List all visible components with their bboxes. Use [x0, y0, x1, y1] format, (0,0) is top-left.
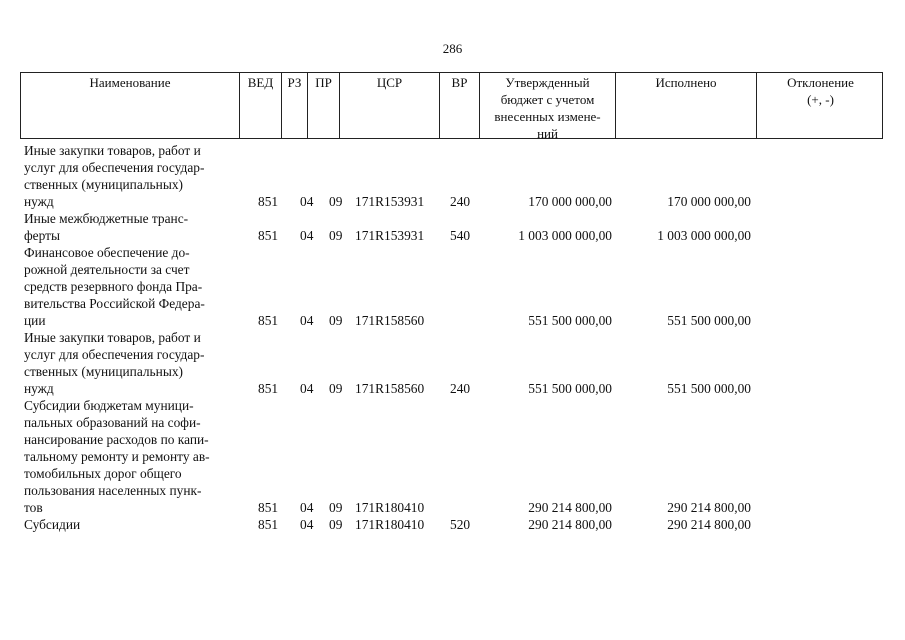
row-rz: 04 — [300, 228, 314, 243]
table-row — [24, 210, 884, 244]
row-rz: 04 — [300, 500, 314, 515]
row-pr: 09 — [329, 500, 343, 515]
row-rz: 04 — [300, 313, 314, 328]
table-row — [24, 397, 884, 516]
row-name: Иные межбюджетные транс- ферты — [24, 211, 189, 243]
row-done: 551 500 000,00 — [667, 313, 751, 328]
row-csr: 171R180410 — [355, 517, 425, 532]
row-budget: 290 214 800,00 — [528, 500, 612, 515]
row-done: 170 000 000,00 — [667, 194, 751, 209]
row-pr: 09 — [329, 517, 343, 532]
row-ved: 851 — [258, 381, 279, 396]
row-rz: 04 — [300, 194, 314, 209]
header-vr: ВР — [440, 73, 480, 138]
row-vr: 540 — [450, 228, 471, 243]
row-done: 551 500 000,00 — [667, 381, 751, 396]
row-budget: 551 500 000,00 — [528, 381, 612, 396]
header-done: Исполнено — [616, 73, 757, 138]
row-pr: 09 — [329, 194, 343, 209]
header-ved: ВЕД — [240, 73, 282, 138]
row-ved: 851 — [258, 228, 279, 243]
row-done: 290 214 800,00 — [667, 500, 751, 515]
table-row — [24, 329, 884, 397]
row-rz: 04 — [300, 381, 314, 396]
row-name: Субсидии — [24, 517, 81, 532]
row-budget: 1 003 000 000,00 — [518, 228, 612, 243]
table-row — [24, 142, 884, 210]
row-name: Финансовое обеспечение до- рожной деятельности за счет средств резервного фонда Пра- вительства Российской Федера- ции — [24, 245, 205, 328]
row-csr: 171R158560 — [355, 381, 425, 396]
row-budget: 290 214 800,00 — [528, 517, 612, 532]
row-rz: 04 — [300, 517, 314, 532]
header-pr: ПР — [308, 73, 340, 138]
header-rz: РЗ — [282, 73, 308, 138]
row-vr: 240 — [450, 381, 471, 396]
header-name: Наименование — [21, 73, 240, 138]
row-budget: 170 000 000,00 — [528, 194, 612, 209]
row-csr: 171R153931 — [355, 194, 425, 209]
row-ved: 851 — [258, 313, 279, 328]
row-vr: 520 — [450, 517, 471, 532]
row-ved: 851 — [258, 500, 279, 515]
row-name: Субсидии бюджетам муници- пальных образований на софи- нансирование расходов по капи- тальному ремонту и ремонту ав- томобильных дорог общего пользования населенных пунк- тов — [24, 398, 210, 515]
page-number: 286 — [442, 41, 463, 56]
row-done: 1 003 000 000,00 — [657, 228, 751, 243]
header-csr: ЦСР — [340, 73, 440, 138]
row-csr: 171R180410 — [355, 500, 425, 515]
table-body — [24, 142, 884, 533]
table-row — [24, 244, 884, 329]
row-name: Иные закупки товаров, работ и услуг для обеспечения государ- ственных (муниципальных) нужд — [24, 143, 205, 209]
row-csr: 171R153931 — [355, 228, 425, 243]
row-pr: 09 — [329, 381, 343, 396]
row-name: Иные закупки товаров, работ и услуг для обеспечения государ- ственных (муниципальных) нужд — [24, 330, 205, 396]
row-ved: 851 — [258, 194, 279, 209]
row-pr: 09 — [329, 228, 343, 243]
row-vr: 240 — [450, 194, 471, 209]
row-ved: 851 — [258, 517, 279, 532]
table-header — [20, 72, 883, 139]
row-pr: 09 — [329, 313, 343, 328]
row-done: 290 214 800,00 — [667, 517, 751, 532]
row-csr: 171R158560 — [355, 313, 425, 328]
row-budget: 551 500 000,00 — [528, 313, 612, 328]
header-deviation: Отклонение (+, -) — [787, 75, 854, 107]
header-budget: Утвержденный бюджет с учетом внесенных измене- ний — [480, 73, 616, 138]
table-row — [24, 516, 884, 533]
